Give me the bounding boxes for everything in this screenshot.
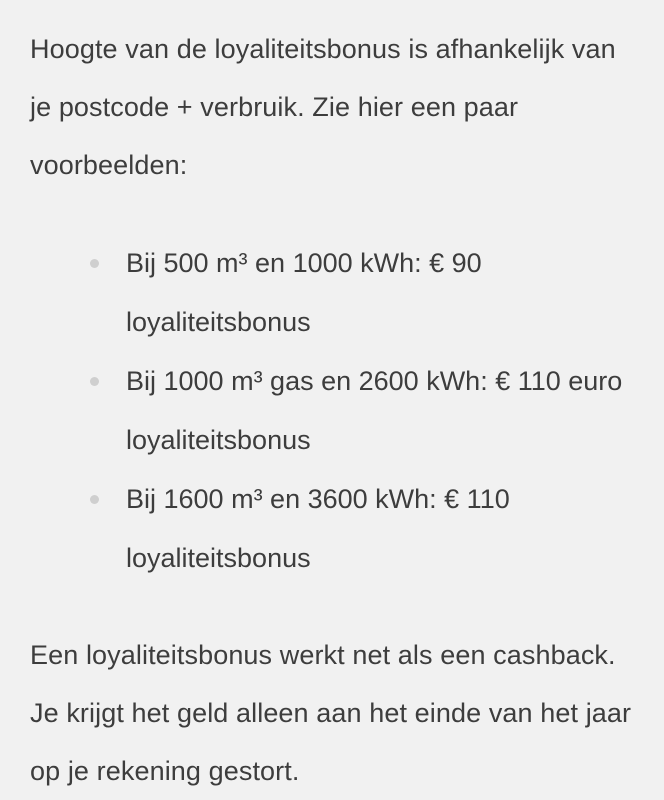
bullet-icon [90,495,99,504]
list-item [30,470,634,588]
outro-paragraph: Een loyaliteitsbonus werkt net als een cashback. Je krijgt het geld alleen aan het einde van het jaar op je rekening gestort. [30,640,632,786]
example-text: Bij 1000 m³ gas en 2600 kWh: € 110 euro loyaliteitsbonus [126,366,623,455]
intro-paragraph: Hoogte van de loyaliteitsbonus is afhankelijk van je postcode + verbruik. Zie hier een paar voorbeelden: [30,34,616,180]
example-text: Bij 1600 m³ en 3600 kWh: € 110 loyaliteitsbonus [126,484,510,573]
bullet-icon [90,259,99,268]
example-text: Bij 500 m³ en 1000 kWh: € 90 loyaliteitsbonus [126,248,482,337]
list-item [30,352,634,470]
list-item [30,234,634,352]
bullet-icon [90,377,99,386]
examples-list [30,234,634,588]
